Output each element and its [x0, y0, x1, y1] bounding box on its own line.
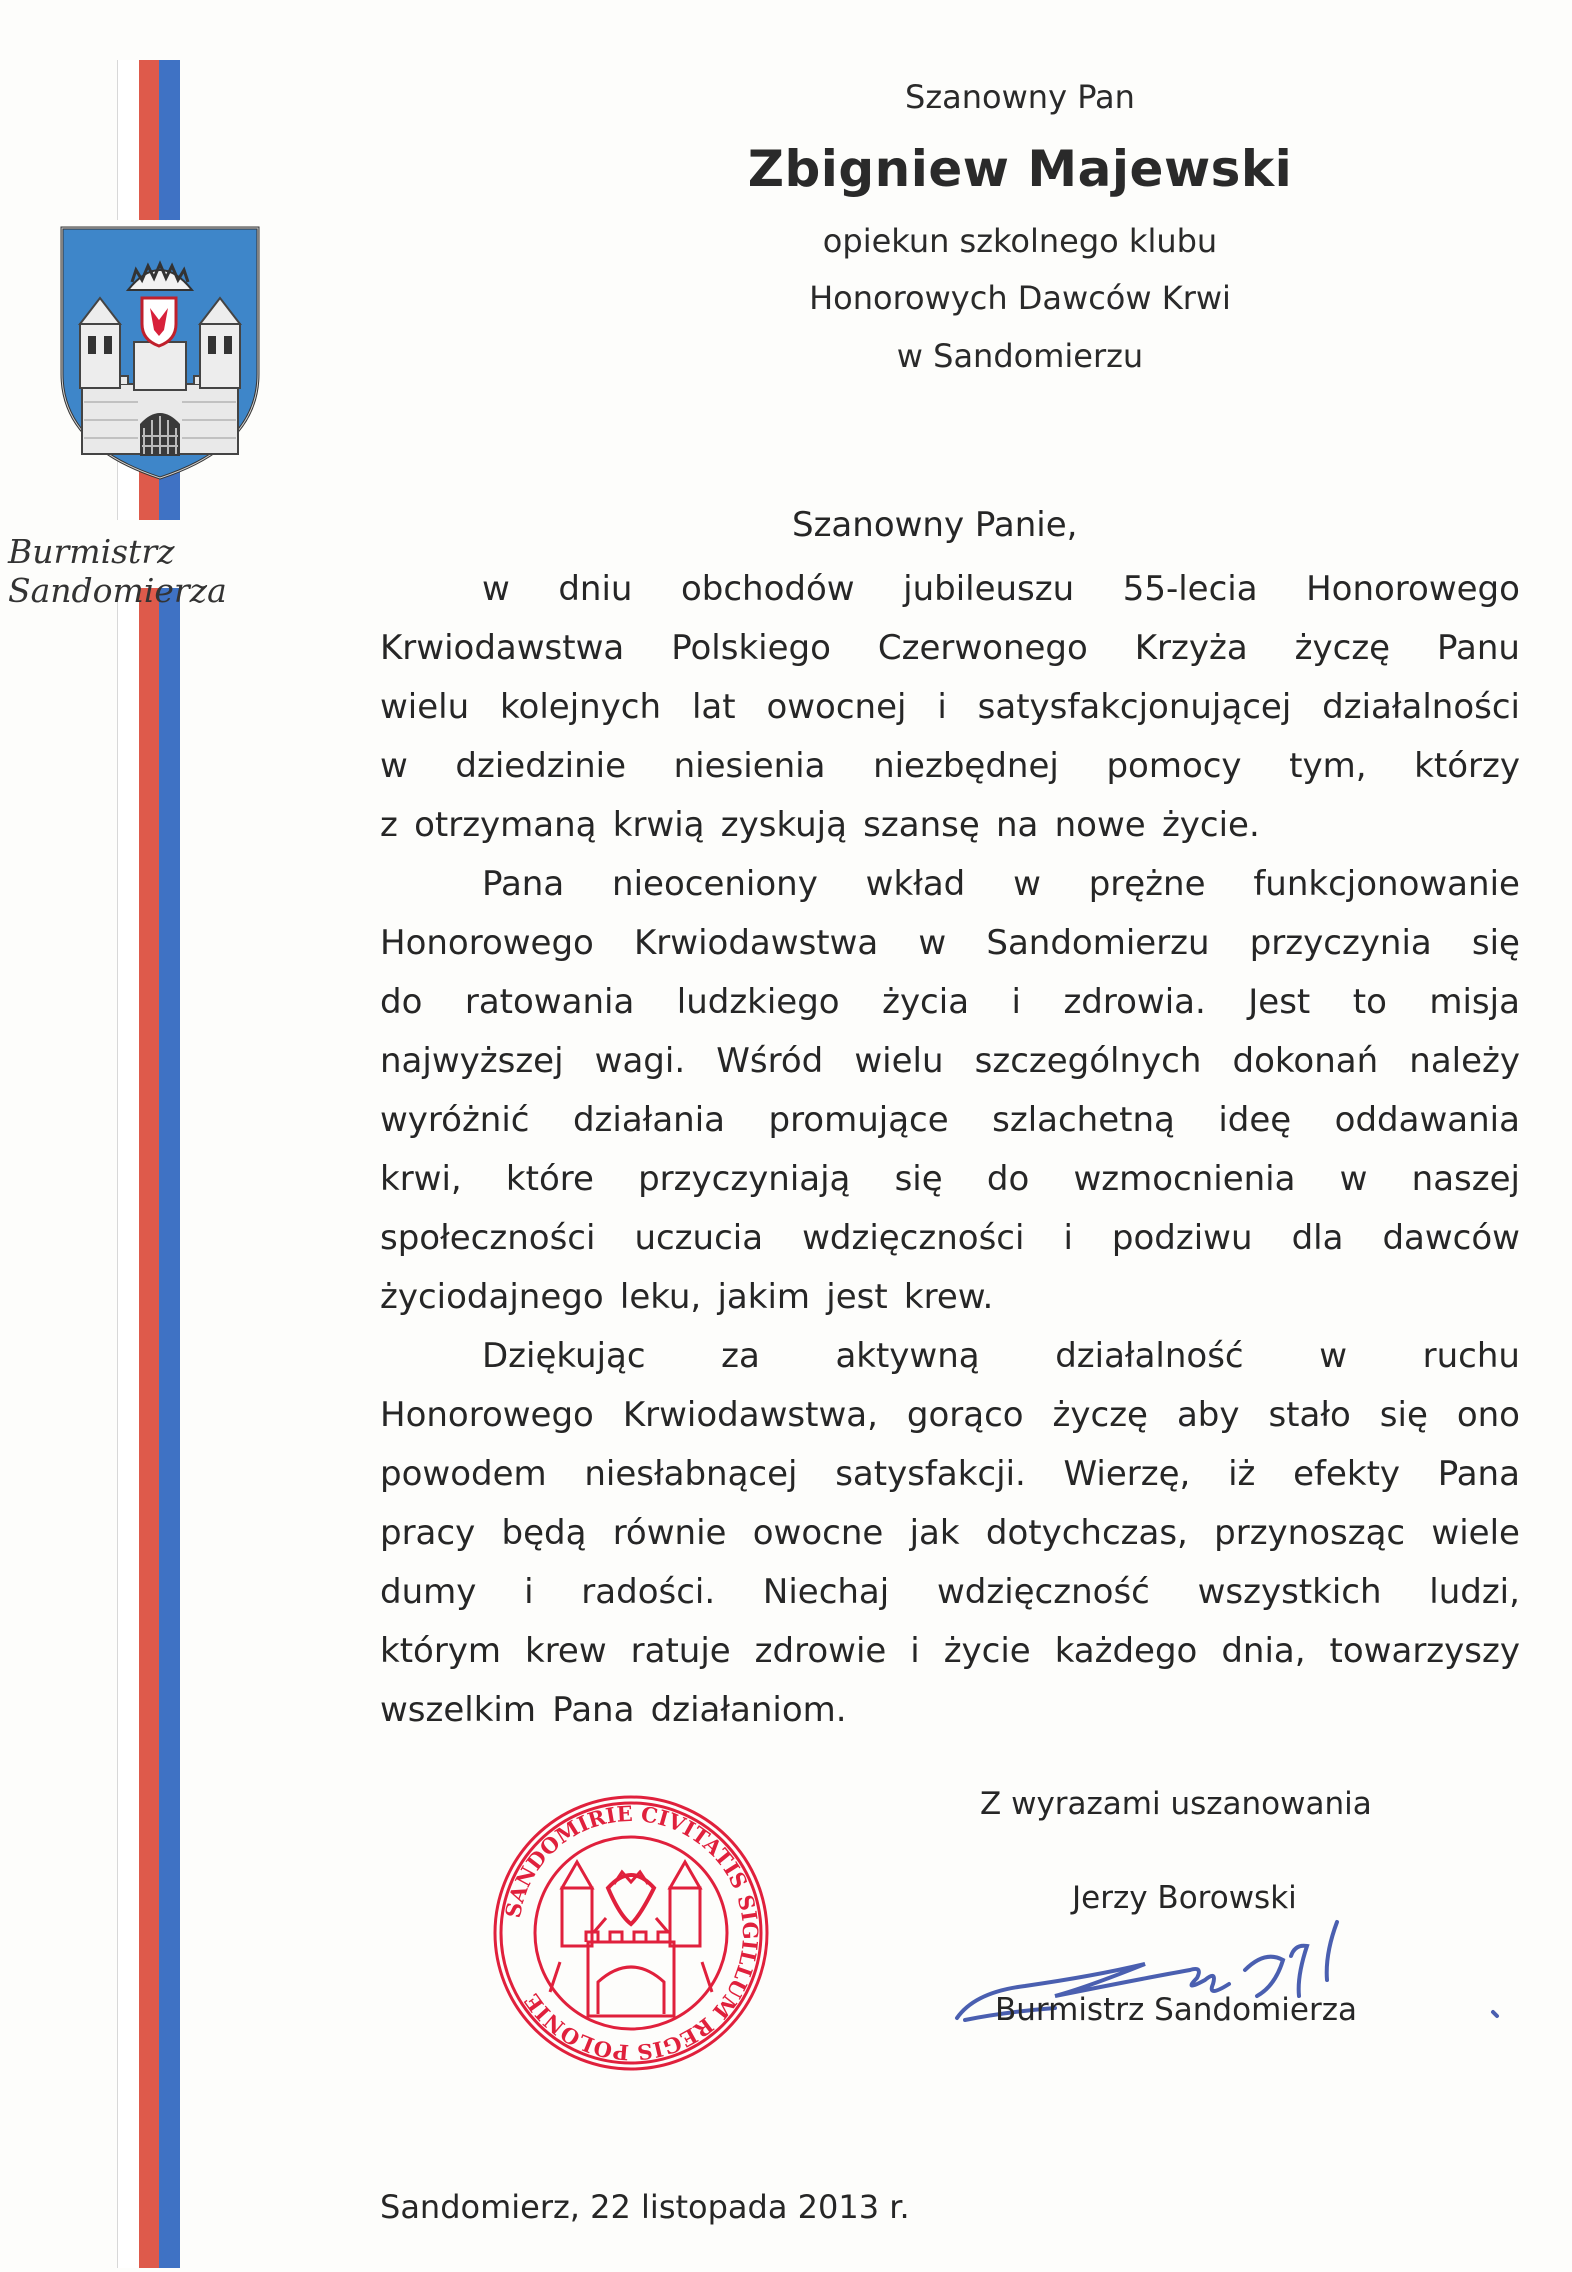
addressee-name: Zbigniew Majewski — [747, 140, 1293, 198]
signer-name: Jerzy Borowski — [1072, 1880, 1297, 1916]
letter-line: Krwiodawstwa Polskiego Czerwonego Krzyża życzę Panu — [380, 628, 1520, 668]
letter-line: powodem niesłabnącej satysfakcji. Wierzę, iż efekty Pana — [380, 1454, 1520, 1494]
flag-stripes-bottom — [117, 588, 180, 2268]
flag-stripes-top — [117, 60, 180, 220]
addressee-role-line-2: Honorowych Dawców Krwi — [809, 279, 1231, 317]
letter-line: Honorowego Krwiodawstwa w Sandomierzu przyczynia się — [380, 923, 1520, 963]
letter-line: społeczności uczucia wdzięczności i podziwu dla dawców — [380, 1218, 1520, 1258]
letter-line: życiodajnego leku, jakim jest krew. — [380, 1277, 994, 1317]
letter-line: Honorowego Krwiodawstwa, gorąco życzę aby stało się ono — [380, 1395, 1520, 1435]
signer-title: Burmistrz Sandomierza — [995, 1992, 1357, 2028]
coat-of-arms-icon — [58, 224, 262, 482]
letter-line: krwi, które przyczyniają się do wzmocnienia w naszej — [380, 1159, 1520, 1199]
place-and-date: Sandomierz, 22 listopada 2013 r. — [380, 2188, 910, 2226]
closing-regards: Z wyrazami uszanowania — [980, 1786, 1372, 1822]
letter-line: z otrzymaną krwią zyskują szansę na nowe życie. — [380, 805, 1260, 845]
city-seal-stamp-icon — [490, 1792, 772, 2074]
letter-line: Pana nieoceniony wkład w prężne funkcjonowanie — [482, 864, 1520, 904]
letter-body — [380, 560, 1520, 1740]
letter-greeting: Szanowny Panie, — [792, 505, 1078, 545]
letter-line: w dniu obchodów jubileuszu 55-lecia Honorowego — [482, 569, 1520, 609]
letter-line: którym krew ratuje zdrowie i życie każdego dnia, towarzyszy — [380, 1631, 1520, 1671]
addressee-role-line-1: opiekun szkolnego klubu — [822, 222, 1218, 260]
office-script-label: Burmistrz Sandomierza — [8, 532, 227, 610]
letter-line: najwyższej wagi. Wśród wielu szczególnych dokonań należy — [380, 1041, 1520, 1081]
letter-line: pracy będą równie owocne jak dotychczas, przynosząc wiele — [380, 1513, 1520, 1553]
svg-text:SANDOMIRIE CIVITATIS SIGILLUM: SANDOMIRIE CIVITATIS SIGILLUM REGIS POLONIE — [500, 1800, 764, 2066]
addressee-role-line-3: w Sandomierzu — [896, 337, 1144, 375]
letter-line: do ratowania ludzkiego życia i zdrowia. Jest to misja — [380, 982, 1520, 1022]
letter-line: wyróżnić działania promujące szlachetną ideę oddawania — [380, 1100, 1520, 1140]
letter-line: wielu kolejnych lat owocnej i satysfakcjonującej działalności — [380, 687, 1520, 727]
letter-line: dumy i radości. Niechaj wdzięczność wszystkich ludzi, — [380, 1572, 1520, 1612]
letter-line: wszelkim Pana działaniom. — [380, 1690, 847, 1730]
letter-line: Dziękując za aktywną działalność w ruchu — [482, 1336, 1520, 1376]
addressee-salutation: Szanowny Pan — [905, 78, 1135, 116]
letter-line: w dziedzinie niesienia niezbędnej pomocy tym, którzy — [380, 746, 1520, 786]
